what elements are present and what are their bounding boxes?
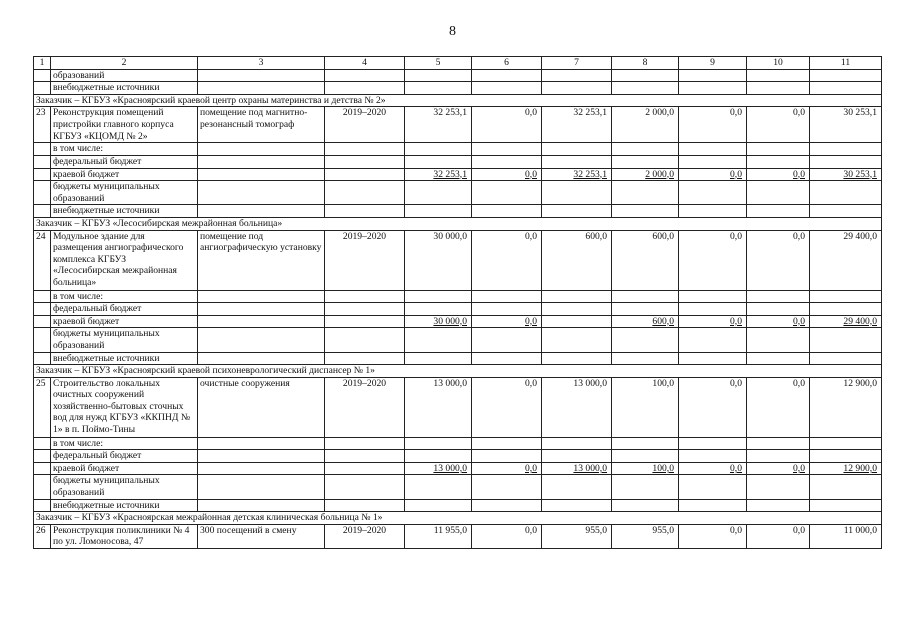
funding-row: [34, 499, 882, 512]
funding-row: [34, 462, 882, 475]
table-cell: [679, 475, 747, 499]
value-cell: 0,0: [747, 168, 810, 181]
column-header: 2: [51, 57, 198, 70]
table-cell: [747, 82, 810, 95]
table-cell: [325, 303, 405, 316]
value-cell: 0,0: [679, 168, 747, 181]
table-cell: [612, 352, 679, 365]
value-cell: 30 000,0: [405, 315, 472, 328]
table-cell: [747, 450, 810, 463]
table-cell: [679, 290, 747, 303]
table-cell: [325, 290, 405, 303]
table-cell: [542, 499, 612, 512]
table-cell: [198, 290, 325, 303]
table-cell: [810, 205, 882, 218]
project-name: Реконструкция помещений пристройки главного корпуса КГБУЗ «КЦОМД № 2»: [51, 107, 198, 143]
table-cell: [34, 462, 51, 475]
value-cell: 955,0: [542, 524, 612, 548]
table-cell: [198, 143, 325, 156]
project-capacity: 300 посещений в смену: [198, 524, 325, 548]
value-cell: 2 000,0: [612, 107, 679, 143]
table-cell: [472, 475, 542, 499]
table-cell: [405, 205, 472, 218]
table-cell: [612, 328, 679, 352]
column-header: 9: [679, 57, 747, 70]
funding-label: в том числе:: [51, 290, 198, 303]
table-cell: [325, 69, 405, 82]
table-cell: [679, 352, 747, 365]
table-cell: [810, 328, 882, 352]
table-cell: [472, 499, 542, 512]
table-cell: [472, 155, 542, 168]
funding-row: [34, 437, 882, 450]
column-header: 5: [405, 57, 472, 70]
table-cell: [542, 69, 612, 82]
table-cell: [612, 143, 679, 156]
value-cell: 0,0: [747, 524, 810, 548]
table-cell: [472, 450, 542, 463]
value-cell: 0,0: [747, 315, 810, 328]
value-cell: 0,0: [472, 315, 542, 328]
value-cell: 600,0: [612, 230, 679, 290]
table-cell: [405, 499, 472, 512]
table-cell: [34, 155, 51, 168]
funding-row: [34, 143, 882, 156]
table-cell: [325, 205, 405, 218]
value-cell: 0,0: [679, 107, 747, 143]
table-cell: [405, 82, 472, 95]
funding-row: [34, 475, 882, 499]
table-cell: [325, 475, 405, 499]
table-cell: [747, 352, 810, 365]
column-header: 1: [34, 57, 51, 70]
table-cell: [198, 168, 325, 181]
value-cell: 0,0: [747, 377, 810, 437]
investment-table: [33, 56, 882, 549]
table-cell: [679, 155, 747, 168]
table-cell: [405, 450, 472, 463]
table-cell: [34, 181, 51, 205]
table-cell: [542, 475, 612, 499]
table-cell: [325, 328, 405, 352]
table-cell: [325, 181, 405, 205]
table-cell: [405, 181, 472, 205]
table-cell: [198, 181, 325, 205]
table-cell: [405, 303, 472, 316]
table-cell: [405, 155, 472, 168]
table-cell: [810, 303, 882, 316]
table-cell: [34, 168, 51, 181]
table-cell: [325, 462, 405, 475]
value-cell: 32 253,1: [542, 107, 612, 143]
table-cell: [542, 155, 612, 168]
funding-label: федеральный бюджет: [51, 155, 198, 168]
table-cell: [198, 462, 325, 475]
table-cell: [542, 450, 612, 463]
column-header: 10: [747, 57, 810, 70]
funding-row: [34, 352, 882, 365]
table-cell: [198, 155, 325, 168]
value-cell: 30 253,1: [810, 168, 882, 181]
table-cell: [747, 155, 810, 168]
project-number: 26: [34, 524, 51, 548]
table-cell: [747, 69, 810, 82]
table-cell: [34, 143, 51, 156]
table-cell: [810, 475, 882, 499]
funding-row: [34, 303, 882, 316]
funding-row: [34, 315, 882, 328]
project-capacity: помещение под ангиографическую установку: [198, 230, 325, 290]
value-cell: 0,0: [679, 377, 747, 437]
table-cell: [198, 437, 325, 450]
table-cell: [472, 290, 542, 303]
customer-row: [34, 365, 882, 378]
table-cell: [198, 315, 325, 328]
table-cell: [472, 303, 542, 316]
value-cell: 0,0: [679, 315, 747, 328]
customer-row: [34, 94, 882, 107]
funding-label: бюджеты муниципальных образований: [51, 328, 198, 352]
customer-label: Заказчик – КГБУЗ «Красноярский краевой психоневрологический диспансер № 1»: [34, 365, 882, 378]
customer-label: Заказчик – КГБУЗ «Лесосибирская межрайонная больница»: [34, 217, 882, 230]
project-row: [34, 377, 882, 437]
table-cell: [325, 352, 405, 365]
value-cell: 0,0: [747, 230, 810, 290]
funding-row: [34, 155, 882, 168]
funding-row: [34, 168, 882, 181]
value-cell: 0,0: [679, 230, 747, 290]
table-cell: [325, 315, 405, 328]
project-name: Строительство локальных очистных сооружений хозяйственно-бытовых сточных вод для нужд КГБУЗ «ККПНД № 1» в п. Поймо-Тины: [51, 377, 198, 437]
table-cell: [612, 450, 679, 463]
column-header: 6: [472, 57, 542, 70]
value-cell: 13 000,0: [405, 377, 472, 437]
table-cell: [405, 290, 472, 303]
table-cell: [198, 69, 325, 82]
value-cell: 32 253,1: [542, 168, 612, 181]
value-cell: 0,0: [747, 462, 810, 475]
table-cell: [34, 499, 51, 512]
funding-label: краевой бюджет: [51, 315, 198, 328]
table-cell: [810, 82, 882, 95]
table-cell: [612, 475, 679, 499]
table-cell: [34, 303, 51, 316]
project-number: 25: [34, 377, 51, 437]
project-name: Реконструкция поликлиники № 4 по ул. Ломоносова, 47: [51, 524, 198, 548]
table-cell: [810, 290, 882, 303]
project-row: [34, 107, 882, 143]
table-cell: [612, 155, 679, 168]
funding-label: внебюджетные источники: [51, 205, 198, 218]
table-cell: [612, 205, 679, 218]
table-cell: [747, 328, 810, 352]
table-cell: [472, 205, 542, 218]
value-cell: 0,0: [472, 377, 542, 437]
row-label: внебюджетные источники: [51, 82, 198, 95]
table-cell: [198, 328, 325, 352]
value-cell: 0,0: [472, 462, 542, 475]
table-cell: [747, 303, 810, 316]
table-cell: [472, 328, 542, 352]
table-cell: [747, 475, 810, 499]
table-cell: [747, 290, 810, 303]
funding-row: [34, 328, 882, 352]
value-cell: [542, 315, 612, 328]
table-cell: [679, 450, 747, 463]
column-header: 11: [810, 57, 882, 70]
table-cell: [679, 437, 747, 450]
table-cell: [34, 437, 51, 450]
value-cell: 32 253,1: [405, 107, 472, 143]
value-cell: 0,0: [679, 462, 747, 475]
row-label: образований: [51, 69, 198, 82]
table-cell: [472, 437, 542, 450]
table-cell: [34, 205, 51, 218]
table-cell: [747, 499, 810, 512]
table-cell: [34, 352, 51, 365]
value-cell: 12 900,0: [810, 377, 882, 437]
funding-row: [34, 450, 882, 463]
table-cell: [612, 69, 679, 82]
table-cell: [542, 303, 612, 316]
value-cell: 13 000,0: [542, 462, 612, 475]
funding-row: [34, 181, 882, 205]
table-cell: [747, 205, 810, 218]
table-cell: [198, 303, 325, 316]
column-header: 4: [325, 57, 405, 70]
project-name: Модульное здание для размещения ангиографического комплекса КГБУЗ «Лесосибирская межрайонная больница»: [51, 230, 198, 290]
value-cell: 600,0: [612, 315, 679, 328]
project-number: 24: [34, 230, 51, 290]
value-cell: 13 000,0: [405, 462, 472, 475]
table-cell: [679, 82, 747, 95]
project-row: [34, 524, 882, 548]
project-capacity: помещение под магнитно-резонансный томограф: [198, 107, 325, 143]
table-cell: [747, 181, 810, 205]
project-period: 2019–2020: [325, 230, 405, 290]
table-cell: [34, 69, 51, 82]
table-cell: [405, 475, 472, 499]
table-cell: [542, 437, 612, 450]
header-row: [34, 57, 882, 70]
funding-label: внебюджетные источники: [51, 352, 198, 365]
table-cell: [198, 82, 325, 95]
table-cell: [612, 290, 679, 303]
table-cell: [810, 499, 882, 512]
value-cell: 0,0: [679, 524, 747, 548]
table-cell: [325, 82, 405, 95]
funding-label: бюджеты муниципальных образований: [51, 475, 198, 499]
funding-label: внебюджетные источники: [51, 499, 198, 512]
table-cell: [34, 475, 51, 499]
table-cell: [472, 181, 542, 205]
table-cell: [325, 499, 405, 512]
column-header: 3: [198, 57, 325, 70]
customer-row: [34, 512, 882, 525]
table-cell: [810, 450, 882, 463]
table-cell: [810, 143, 882, 156]
table-cell: [198, 475, 325, 499]
table-cell: [810, 69, 882, 82]
table-cell: [612, 499, 679, 512]
table-cell: [34, 315, 51, 328]
project-row: [34, 230, 882, 290]
table-cell: [325, 155, 405, 168]
table-cell: [405, 352, 472, 365]
value-cell: 100,0: [612, 377, 679, 437]
table-row: [34, 69, 882, 82]
funding-label: краевой бюджет: [51, 168, 198, 181]
table-cell: [612, 181, 679, 205]
funding-label: в том числе:: [51, 143, 198, 156]
value-cell: 29 400,0: [810, 315, 882, 328]
table-cell: [542, 328, 612, 352]
table-cell: [472, 82, 542, 95]
column-header: 8: [612, 57, 679, 70]
table-cell: [472, 143, 542, 156]
table-cell: [810, 155, 882, 168]
table-cell: [405, 69, 472, 82]
value-cell: 100,0: [612, 462, 679, 475]
table-cell: [325, 450, 405, 463]
value-cell: 0,0: [472, 107, 542, 143]
value-cell: 955,0: [612, 524, 679, 548]
table-cell: [679, 499, 747, 512]
table-cell: [810, 437, 882, 450]
table-cell: [679, 205, 747, 218]
project-capacity: очистные сооружения: [198, 377, 325, 437]
funding-label: бюджеты муниципальных образований: [51, 181, 198, 205]
column-header: 7: [542, 57, 612, 70]
page-number: 8: [449, 24, 456, 39]
table-cell: [679, 181, 747, 205]
value-cell: 0,0: [472, 168, 542, 181]
funding-row: [34, 205, 882, 218]
table-cell: [198, 352, 325, 365]
table-cell: [325, 143, 405, 156]
funding-label: федеральный бюджет: [51, 450, 198, 463]
customer-label: Заказчик – КГБУЗ «Красноярский краевой центр охраны материнства и детства № 2»: [34, 94, 882, 107]
table-cell: [325, 168, 405, 181]
value-cell: 13 000,0: [542, 377, 612, 437]
value-cell: 0,0: [472, 524, 542, 548]
value-cell: 30 253,1: [810, 107, 882, 143]
table-cell: [472, 352, 542, 365]
table-row: [34, 82, 882, 95]
table-cell: [542, 143, 612, 156]
table-cell: [747, 143, 810, 156]
table-cell: [198, 205, 325, 218]
value-cell: 11 955,0: [405, 524, 472, 548]
value-cell: 0,0: [472, 230, 542, 290]
table-cell: [198, 499, 325, 512]
table-cell: [612, 303, 679, 316]
table-cell: [810, 352, 882, 365]
table-cell: [810, 181, 882, 205]
table-cell: [405, 143, 472, 156]
table-cell: [679, 303, 747, 316]
funding-label: в том числе:: [51, 437, 198, 450]
table-cell: [405, 328, 472, 352]
value-cell: 0,0: [747, 107, 810, 143]
customer-row: [34, 217, 882, 230]
table-cell: [542, 82, 612, 95]
project-number: 23: [34, 107, 51, 143]
table-cell: [679, 69, 747, 82]
table-cell: [198, 450, 325, 463]
table-cell: [34, 290, 51, 303]
value-cell: 2 000,0: [612, 168, 679, 181]
table-cell: [34, 328, 51, 352]
project-period: 2019–2020: [325, 377, 405, 437]
project-period: 2019–2020: [325, 524, 405, 548]
value-cell: 29 400,0: [810, 230, 882, 290]
value-cell: 11 000,0: [810, 524, 882, 548]
funding-row: [34, 290, 882, 303]
table-cell: [679, 143, 747, 156]
value-cell: 32 253,1: [405, 168, 472, 181]
table-cell: [405, 437, 472, 450]
funding-label: федеральный бюджет: [51, 303, 198, 316]
table-cell: [542, 181, 612, 205]
project-period: 2019–2020: [325, 107, 405, 143]
table-cell: [472, 69, 542, 82]
table-cell: [542, 352, 612, 365]
funding-label: краевой бюджет: [51, 462, 198, 475]
table-cell: [34, 450, 51, 463]
table-cell: [612, 82, 679, 95]
value-cell: 30 000,0: [405, 230, 472, 290]
value-cell: 12 900,0: [810, 462, 882, 475]
table-cell: [542, 205, 612, 218]
value-cell: 600,0: [542, 230, 612, 290]
table-cell: [34, 82, 51, 95]
table-cell: [679, 328, 747, 352]
table-cell: [325, 437, 405, 450]
customer-label: Заказчик – КГБУЗ «Красноярская межрайонная детская клиническая больница № 1»: [34, 512, 882, 525]
table-cell: [612, 437, 679, 450]
table-cell: [747, 437, 810, 450]
table-cell: [542, 290, 612, 303]
